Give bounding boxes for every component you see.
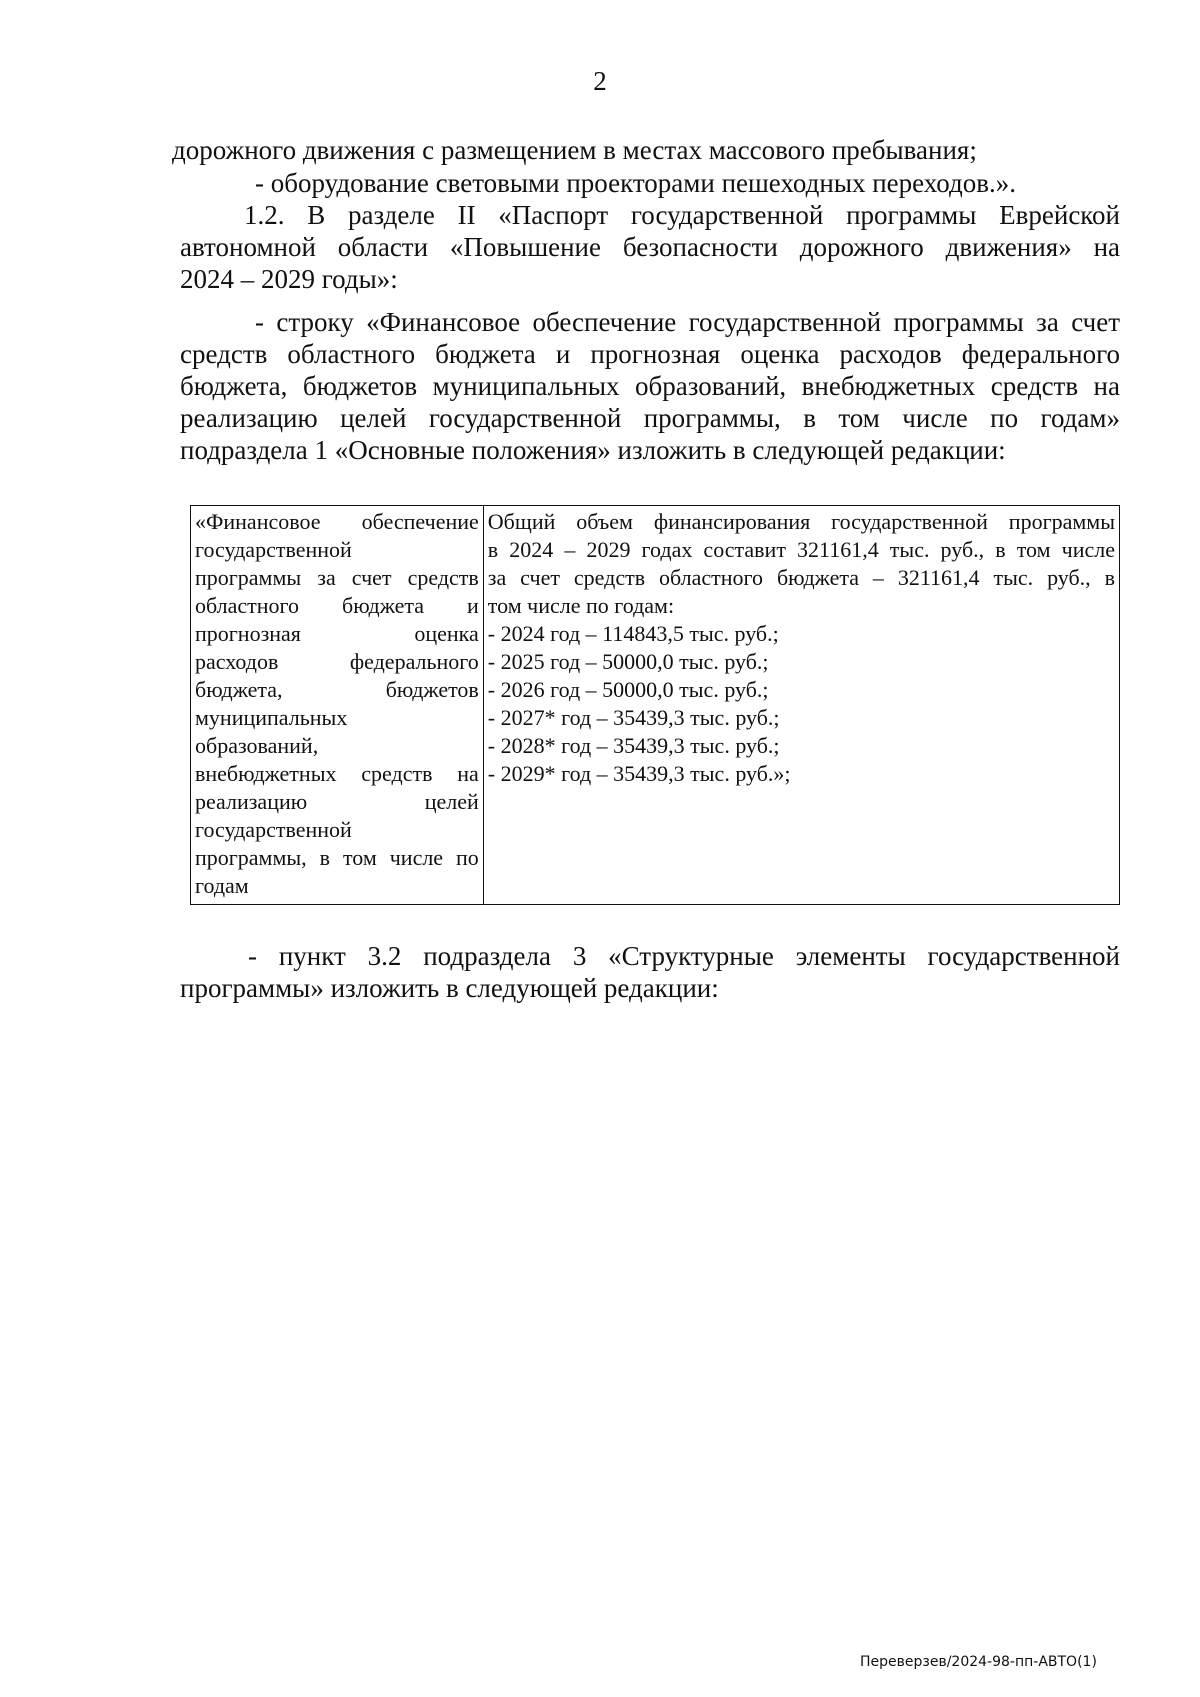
cell-line: за счет средств областного бюджета – 321161,4 тыс. руб., в: [487, 565, 1115, 590]
cell-line: внебюджетных средств на: [195, 761, 479, 786]
text-line: подраздела 1 «Основные положения» изложить в следующей редакции:: [180, 435, 1006, 465]
document-footer-id: Переверзев/2024-98-пп-АВТО(1): [860, 1654, 1097, 1670]
paragraph-list-item: [180, 167, 1120, 199]
text-line: программы» изложить в следующей редакции:: [180, 973, 719, 1003]
table-row: [191, 506, 1120, 905]
paragraph-structural-elements: [180, 940, 1120, 1004]
cell-line: в 2024 – 2029 годах составит 321161,4 тыс. руб., в том числе: [487, 537, 1115, 562]
cell-line: образований,: [195, 733, 319, 758]
cell-line: расходов федерального: [195, 649, 479, 674]
cell-line: программы за счет средств: [195, 565, 479, 590]
cell-line: бюджета, бюджетов: [195, 677, 479, 702]
cell-line: Общий объем финансирования государственной программы: [487, 509, 1115, 534]
cell-line: - 2027* год – 35439,3 тыс. руб.;: [487, 705, 780, 730]
text-line: - строку «Финансовое обеспечение государственной программы за счет: [255, 307, 1120, 337]
cell-line: - 2026 год – 50000,0 тыс. руб.;: [487, 677, 769, 702]
cell-line: - 2025 год – 50000,0 тыс. руб.;: [487, 649, 769, 674]
text-line: бюджета, бюджетов муниципальных образований, внебюджетных средств на: [180, 371, 1120, 401]
text-line: - пункт 3.2 подраздела 3 «Структурные элементы государственной: [248, 941, 1120, 971]
text-line: автономной области «Повышение безопасности дорожного движения» на: [180, 232, 1120, 262]
cell-line: - 2024 год – 114843,5 тыс. руб.;: [487, 621, 779, 646]
text-line: - оборудование световыми проекторами пешеходных переходов.».: [255, 168, 1016, 198]
cell-line: - 2029* год – 35439,3 тыс. руб.»;: [487, 761, 791, 786]
cell-line: государственной: [195, 817, 352, 842]
cell-line: «Финансовое обеспечение: [195, 509, 479, 534]
text-line: 2024 – 2029 годы»:: [180, 264, 398, 294]
cell-line: областного бюджета и: [195, 593, 479, 618]
cell-line: - 2028* год – 35439,3 тыс. руб.;: [487, 733, 780, 758]
cell-line: прогнозная оценка: [195, 621, 479, 646]
table-cell-value: [483, 506, 1119, 905]
cell-line: государственной: [195, 537, 352, 562]
cell-line: годам: [195, 873, 249, 898]
financing-table: [190, 505, 1120, 905]
text-line: реализацию целей государственной программы, в том числе по годам»: [180, 403, 1120, 433]
text-line: дорожного движения с размещением в местах массового пребывания;: [172, 135, 977, 165]
text-line: 1.2. В разделе II «Паспорт государственной программы Еврейской: [244, 200, 1120, 230]
paragraph-section-1-2: [180, 199, 1120, 295]
cell-line: том числе по годам:: [487, 593, 675, 618]
cell-line: реализацию целей: [195, 789, 479, 814]
cell-line: программы, в том числе по: [195, 845, 479, 870]
page-number: 2: [593, 66, 607, 96]
table-cell-label: [191, 506, 484, 905]
cell-line: муниципальных: [195, 705, 348, 730]
text-line: средств областного бюджета и прогнозная оценка расходов федерального: [180, 339, 1120, 369]
paragraph-continuation: [172, 134, 1112, 166]
paragraph-row-instruction: [180, 306, 1120, 466]
